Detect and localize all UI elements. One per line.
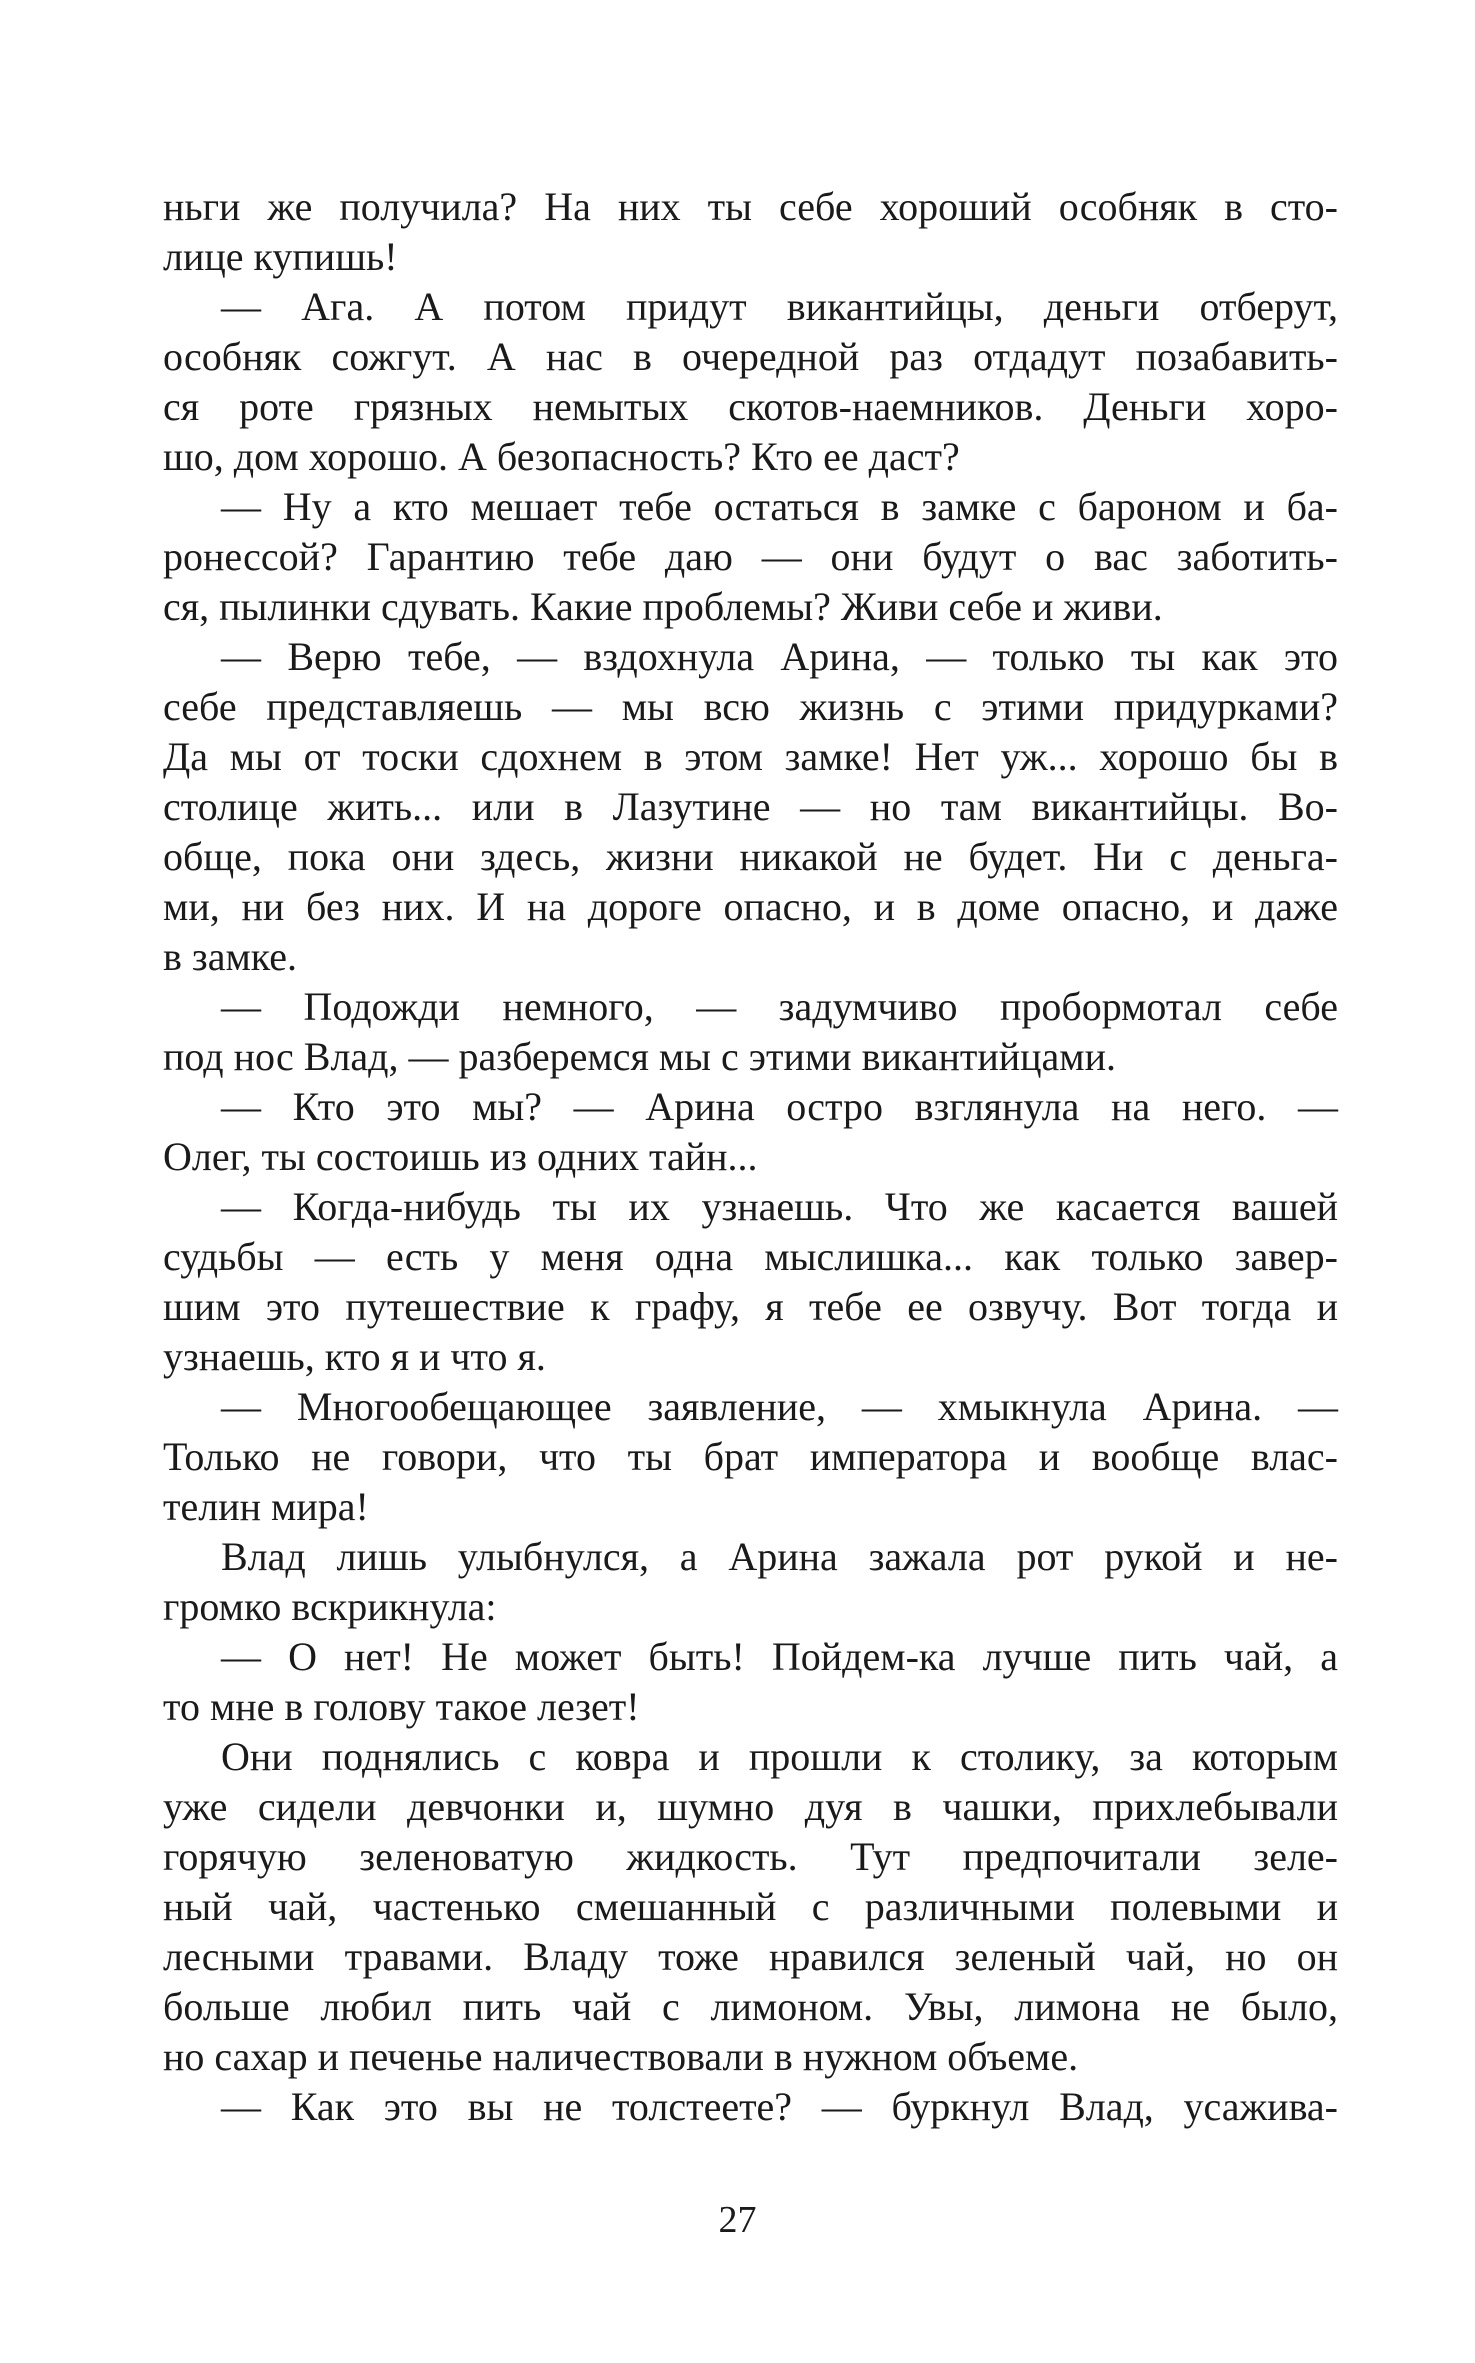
text-line: ный чай, частенько смешанный с различными полевыми и [163, 1884, 1338, 1929]
text-line: Да мы от тоски сдохнем в этом замке! Нет уж... хорошо бы в [163, 734, 1338, 779]
text-line: столице жить... или в Лазутине — но там викантийцы. Во- [163, 784, 1338, 829]
text-line: уже сидели девчонки и, шумно дуя в чашки, прихлебывали [163, 1784, 1338, 1829]
text-line: телин мира! [163, 1484, 369, 1529]
text-line: ньги же получила? На них ты себе хороший особняк в сто- [163, 184, 1338, 229]
text-line: Только не говори, что ты брат императора и вообще влас- [163, 1434, 1338, 1479]
text-line: лесными травами. Владу тоже нравился зеленый чай, но он [163, 1934, 1338, 1979]
text-line: судьбы — есть у меня одна мыслишка... как только завер- [163, 1234, 1338, 1279]
text-line: — Когда-нибудь ты их узнаешь. Что же касается вашей [221, 1184, 1338, 1229]
body-text [163, 182, 1338, 2132]
text-line: — О нет! Не может быть! Пойдем-ка лучше пить чай, а [221, 1634, 1338, 1679]
text-line: горячую зеленоватую жидкость. Тут предпочитали зеле- [163, 1834, 1338, 1879]
text-line: — Ну а кто мешает тебе остаться в замке с бароном и ба- [221, 484, 1338, 529]
text-line: громко вскрикнула: [163, 1584, 497, 1629]
text-line: ронессой? Гарантию тебе даю — они будут о вас заботить- [163, 534, 1338, 579]
text-line: узнаешь, кто я и что я. [163, 1334, 546, 1379]
text-line: больше любил пить чай с лимоном. Увы, лимона не было, [163, 1984, 1338, 2029]
text-line: лице купишь! [163, 234, 398, 279]
text-line: — Ага. А потом придут викантийцы, деньги отберут, [221, 284, 1338, 329]
text-line: — Кто это мы? — Арина остро взглянула на него. — [221, 1084, 1338, 1129]
text-line: Они поднялись с ковра и прошли к столику, за которым [221, 1734, 1338, 1779]
text-line: ми, ни без них. И на дороге опасно, и в доме опасно, и даже [163, 884, 1338, 929]
text-line: то мне в голову такое лезет! [163, 1684, 640, 1729]
text-line: обще, пока они здесь, жизни никакой не будет. Ни с деньга- [163, 834, 1338, 879]
text-line: — Многообещающее заявление, — хмыкнула Арина. — [221, 1384, 1338, 1429]
text-line: Олег, ты состоишь из одних тайн... [163, 1134, 758, 1179]
text-line: Влад лишь улыбнулся, а Арина зажала рот рукой и не- [221, 1534, 1338, 1579]
text-line: но сахар и печенье наличествовали в нужном объеме. [163, 2034, 1079, 2079]
text-line: — Подожди немного, — задумчиво пробормотал себе [221, 984, 1338, 1029]
text-line: шо, дом хорошо. А безопасность? Кто ее даст? [163, 434, 960, 479]
text-line: — Как это вы не толстеете? — буркнул Влад, усажива- [221, 2084, 1338, 2129]
text-line: — Верю тебе, — вздохнула Арина, — только ты как это [221, 634, 1338, 679]
text-line: особняк сожгут. А нас в очередной раз отдадут позабавить- [163, 334, 1338, 379]
page-number: 27 [718, 2199, 757, 2241]
text-line: ся роте грязных немытых скотов-наемников. Деньги хоро- [163, 384, 1338, 429]
text-line: шим это путешествие к графу, я тебе ее озвучу. Вот тогда и [163, 1284, 1338, 1329]
text-line: ся, пылинки сдувать. Какие проблемы? Живи себе и живи. [163, 584, 1163, 629]
text-line: под нос Влад, — разберемся мы с этими викантийцами. [163, 1034, 1117, 1079]
text-line: себе представляешь — мы всю жизнь с этими придурками? [163, 684, 1338, 729]
text-line: в замке. [163, 934, 297, 979]
